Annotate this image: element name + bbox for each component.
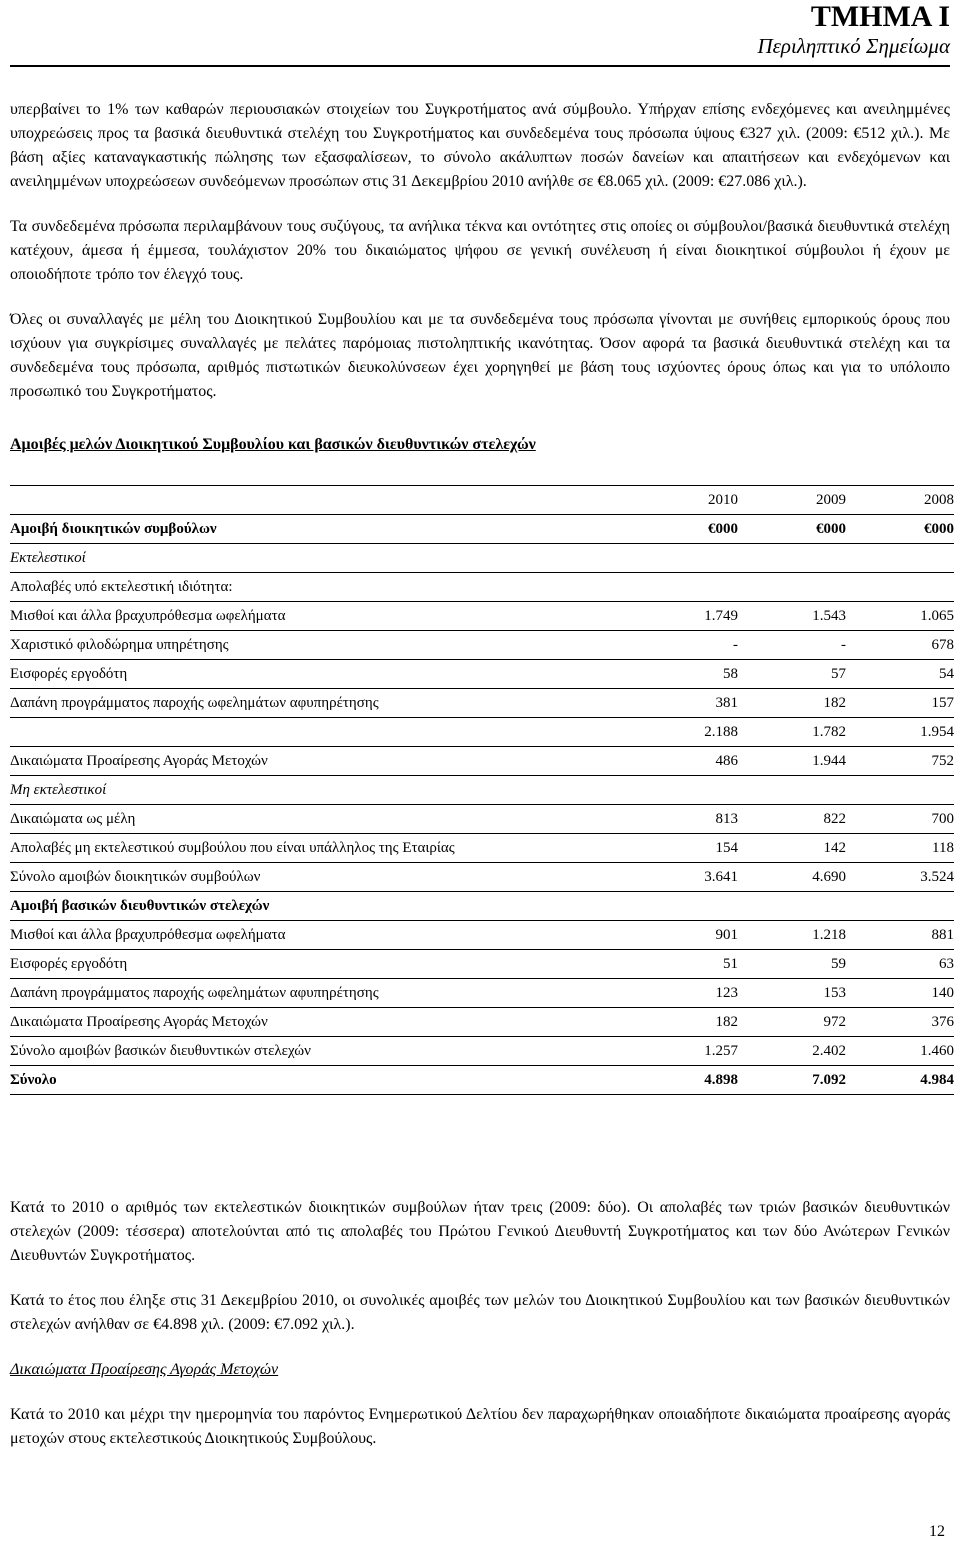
row-value-1: 901 bbox=[630, 921, 738, 950]
row-label: Δικαιώματα Προαίρεσης Αγοράς Μετοχών bbox=[10, 747, 630, 776]
row-label: Αμοιβή βασικών διευθυντικών στελεχών bbox=[10, 892, 630, 921]
row-value-1: €000 bbox=[630, 515, 738, 544]
row-value-2: 4.690 bbox=[738, 863, 846, 892]
row-label: Σύνολο bbox=[10, 1066, 630, 1095]
paragraph: Όλες οι συναλλαγές με μέλη του Διοικητικού Συμβουλίου και με τα συνδεδεμένα τους πρόσωπα γίνονται με συνήθεις εμπορικούς όρους που ισχύουν για συγκρίσιμες συναλλαγές με πελάτες παρόμοιας πιστοληπτικής ικανότητας. Όσον αφορά τα βασικά διευθυντικά στελέχη και τα συνδεδεμένα τους πρόσωπα, αριθμός πιστωτικών διευκολύνσεων έχει χορηγηθεί με βάση τους ισχύοντες όρους όπως και για το υπόλοιπο προσωπικό του Συγκροτήματος. bbox=[10, 311, 950, 400]
row-value-1: 486 bbox=[630, 747, 738, 776]
row-label: Αμοιβή διοικητικών συμβούλων bbox=[10, 515, 630, 544]
row-value-1: - bbox=[630, 631, 738, 660]
row-value-3: 376 bbox=[846, 1008, 954, 1037]
row-value-2: 2.402 bbox=[738, 1037, 846, 1066]
row-label: Εκτελεστικοί bbox=[10, 544, 630, 573]
row-label bbox=[10, 486, 630, 515]
row-value-3: 881 bbox=[846, 921, 954, 950]
row-label: Απολαβές υπό εκτελεστική ιδιότητα: bbox=[10, 573, 630, 602]
row-value-2: 142 bbox=[738, 834, 846, 863]
row-value-1: 2010 bbox=[630, 486, 738, 515]
bottom-content bbox=[10, 1196, 950, 1472]
row-value-2 bbox=[738, 544, 846, 573]
share-options-subtitle: Δικαιώματα Προαίρεσης Αγοράς Μετοχών bbox=[10, 1361, 279, 1378]
row-value-1 bbox=[630, 573, 738, 602]
row-value-3: 157 bbox=[846, 689, 954, 718]
row-label: Χαριστικό φιλοδώρημα υπηρέτησης bbox=[10, 631, 630, 660]
row-value-3: 700 bbox=[846, 805, 954, 834]
row-value-1: 1.749 bbox=[630, 602, 738, 631]
row-value-2: 7.092 bbox=[738, 1066, 846, 1095]
row-label: Δαπάνη προγράμματος παροχής ωφελημάτων αφυπηρέτησης bbox=[10, 979, 630, 1008]
table-row bbox=[10, 602, 954, 631]
row-value-2: 1.944 bbox=[738, 747, 846, 776]
row-value-1: 58 bbox=[630, 660, 738, 689]
main-content bbox=[10, 98, 954, 1095]
table-row bbox=[10, 921, 954, 950]
table-row bbox=[10, 776, 954, 805]
table-row bbox=[10, 573, 954, 602]
row-value-1: 2.188 bbox=[630, 718, 738, 747]
row-value-3: 1.954 bbox=[846, 718, 954, 747]
row-label: Μη εκτελεστικοί bbox=[10, 776, 630, 805]
table-row bbox=[10, 863, 954, 892]
row-value-2: 972 bbox=[738, 1008, 846, 1037]
row-value-3: 1.065 bbox=[846, 602, 954, 631]
row-label: Δαπάνη προγράμματος παροχής ωφελημάτων αφυπηρέτησης bbox=[10, 689, 630, 718]
row-value-3: 63 bbox=[846, 950, 954, 979]
row-value-3: 118 bbox=[846, 834, 954, 863]
row-value-1: 51 bbox=[630, 950, 738, 979]
row-value-2: €000 bbox=[738, 515, 846, 544]
row-value-3 bbox=[846, 776, 954, 805]
table-row bbox=[10, 747, 954, 776]
table-row bbox=[10, 718, 954, 747]
row-value-1: 4.898 bbox=[630, 1066, 738, 1095]
row-value-3: 4.984 bbox=[846, 1066, 954, 1095]
table-row bbox=[10, 631, 954, 660]
table-row bbox=[10, 1066, 954, 1095]
row-value-2: 1.782 bbox=[738, 718, 846, 747]
section-subtitle-header: Περιληπτικό Σημείωμα bbox=[757, 34, 950, 58]
paragraph: Κατά το 2010 ο αριθμός των εκτελεστικών διοικητικών συμβούλων ήταν τρεις (2009: δύο). Οι απολαβές των τριών βασικών διευθυντικών στελεχών (2009: τέσσερα) αποτελούνται από τις απολαβές του Πρώτου Γενικού Διευθυντή Συγκροτήματος και των δύο Ανώτερων Γενικών Διευθυντών Συγκροτήματος. bbox=[10, 1199, 950, 1264]
row-value-1: 1.257 bbox=[630, 1037, 738, 1066]
row-value-2: 153 bbox=[738, 979, 846, 1008]
row-value-3: 54 bbox=[846, 660, 954, 689]
table-row bbox=[10, 950, 954, 979]
row-value-2 bbox=[738, 776, 846, 805]
row-value-3: 752 bbox=[846, 747, 954, 776]
paragraph: Τα συνδεδεμένα πρόσωπα περιλαμβάνουν τους συζύγους, τα ανήλικα τέκνα και οντότητες στις οποίες οι σύμβουλοι/βασικά διευθυντικά στελέχη κατέχουν, άμεσα ή έμμεσα, τουλάχιστον 20% του δικαιώματος ψήφου σε γενική συνέλευση ή είναι διοικητικοί σύμβουλοι ή έχουν με οποιοδήποτε τρόπο τον έλεγχό τους. bbox=[10, 218, 950, 283]
table-row bbox=[10, 486, 954, 515]
row-value-2: 822 bbox=[738, 805, 846, 834]
row-value-1: 3.641 bbox=[630, 863, 738, 892]
row-value-2: 2009 bbox=[738, 486, 846, 515]
row-label: Μισθοί και άλλα βραχυπρόθεσμα ωφελήματα bbox=[10, 602, 630, 631]
row-value-2 bbox=[738, 892, 846, 921]
section-title-header: ΤΜΗΜΑ Ι bbox=[810, 0, 950, 33]
row-label: Δικαιώματα ως μέλη bbox=[10, 805, 630, 834]
row-value-1 bbox=[630, 892, 738, 921]
row-label: Δικαιώματα Προαίρεσης Αγοράς Μετοχών bbox=[10, 1008, 630, 1037]
table-row bbox=[10, 979, 954, 1008]
row-value-3: 1.460 bbox=[846, 1037, 954, 1066]
row-value-3 bbox=[846, 892, 954, 921]
page-header bbox=[757, 0, 950, 60]
paragraph: Κατά το 2010 και μέχρι την ημερομηνία του παρόντος Ενημερωτικού Δελτίου δεν παραχωρήθηκαν οποιαδήποτε δικαιώματα προαίρεσης αγοράς μετοχών στους εκτελεστικούς Διοικητικούς Συμβούλους. bbox=[10, 1406, 950, 1447]
table-row bbox=[10, 515, 954, 544]
row-value-3: 140 bbox=[846, 979, 954, 1008]
paragraph: υπερβαίνει το 1% των καθαρών περιουσιακών στοιχείων του Συγκροτήματος ανά σύμβουλο. Υπήρχαν επίσης ενδεχόμενες και ανειλημμένες υποχρεώσεις προς τα βασικά διευθυντικά στελέχη του Συγκροτήματος και συνδεδεμένα τους πρόσωπα ύψους €327 χιλ. (2009: €512 χιλ.). Με βάση αξίες καταναγκαστικής πώλησης των εξασφαλίσεων, το σύνολο ακάλυπτων ποσών δανείων και απαιτήσεων και ενδεχόμενων και ανειλημμένων υποχρεώσεων συνδεόμενων προσώπων στις 31 Δεκεμβρίου 2010 ανήλθε σε €8.065 χιλ. (2009: €27.086 χιλ.). bbox=[10, 101, 950, 190]
paragraph: Κατά το έτος που έληξε στις 31 Δεκεμβρίου 2010, οι συνολικές αμοιβές των μελών του Διοικητικού Συμβουλίου και των βασικών διευθυντικών στελεχών ανήλθαν σε €4.898 χιλ. (2009: €7.092 χιλ.). bbox=[10, 1292, 950, 1333]
header-rule bbox=[10, 65, 950, 67]
row-label: Σύνολο αμοιβών διοικητικών συμβούλων bbox=[10, 863, 630, 892]
row-value-3: 678 bbox=[846, 631, 954, 660]
row-value-2: 1.543 bbox=[738, 602, 846, 631]
row-value-2: 57 bbox=[738, 660, 846, 689]
row-value-3: 2008 bbox=[846, 486, 954, 515]
row-label: Απολαβές μη εκτελεστικού συμβούλου που είναι υπάλληλος της Εταιρίας bbox=[10, 834, 630, 863]
row-value-3: 3.524 bbox=[846, 863, 954, 892]
row-value-1 bbox=[630, 544, 738, 573]
table-row bbox=[10, 689, 954, 718]
row-value-3 bbox=[846, 573, 954, 602]
row-value-2: 59 bbox=[738, 950, 846, 979]
row-label: Μισθοί και άλλα βραχυπρόθεσμα ωφελήματα bbox=[10, 921, 630, 950]
row-value-1: 381 bbox=[630, 689, 738, 718]
row-value-1: 154 bbox=[630, 834, 738, 863]
row-value-3: €000 bbox=[846, 515, 954, 544]
row-value-1 bbox=[630, 776, 738, 805]
row-value-2: 1.218 bbox=[738, 921, 846, 950]
table-row bbox=[10, 805, 954, 834]
row-value-2: - bbox=[738, 631, 846, 660]
row-value-1: 182 bbox=[630, 1008, 738, 1037]
row-value-2: 182 bbox=[738, 689, 846, 718]
row-label: Εισφορές εργοδότη bbox=[10, 950, 630, 979]
row-label: Εισφορές εργοδότη bbox=[10, 660, 630, 689]
table-row bbox=[10, 544, 954, 573]
remuneration-section-title: Αμοιβές μελών Διοικητικού Συμβουλίου και βασικών διευθυντικών στελεχών bbox=[10, 436, 536, 453]
row-value-3 bbox=[846, 544, 954, 573]
row-label bbox=[10, 718, 630, 747]
table-row bbox=[10, 1008, 954, 1037]
table-row bbox=[10, 834, 954, 863]
row-value-1: 123 bbox=[630, 979, 738, 1008]
row-value-1: 813 bbox=[630, 805, 738, 834]
page-number: 12 bbox=[929, 1523, 945, 1540]
row-value-2 bbox=[738, 573, 846, 602]
row-label: Σύνολο αμοιβών βασικών διευθυντικών στελεχών bbox=[10, 1037, 630, 1066]
table-row bbox=[10, 1037, 954, 1066]
remuneration-table bbox=[10, 485, 954, 1095]
table-row bbox=[10, 660, 954, 689]
table-row bbox=[10, 892, 954, 921]
